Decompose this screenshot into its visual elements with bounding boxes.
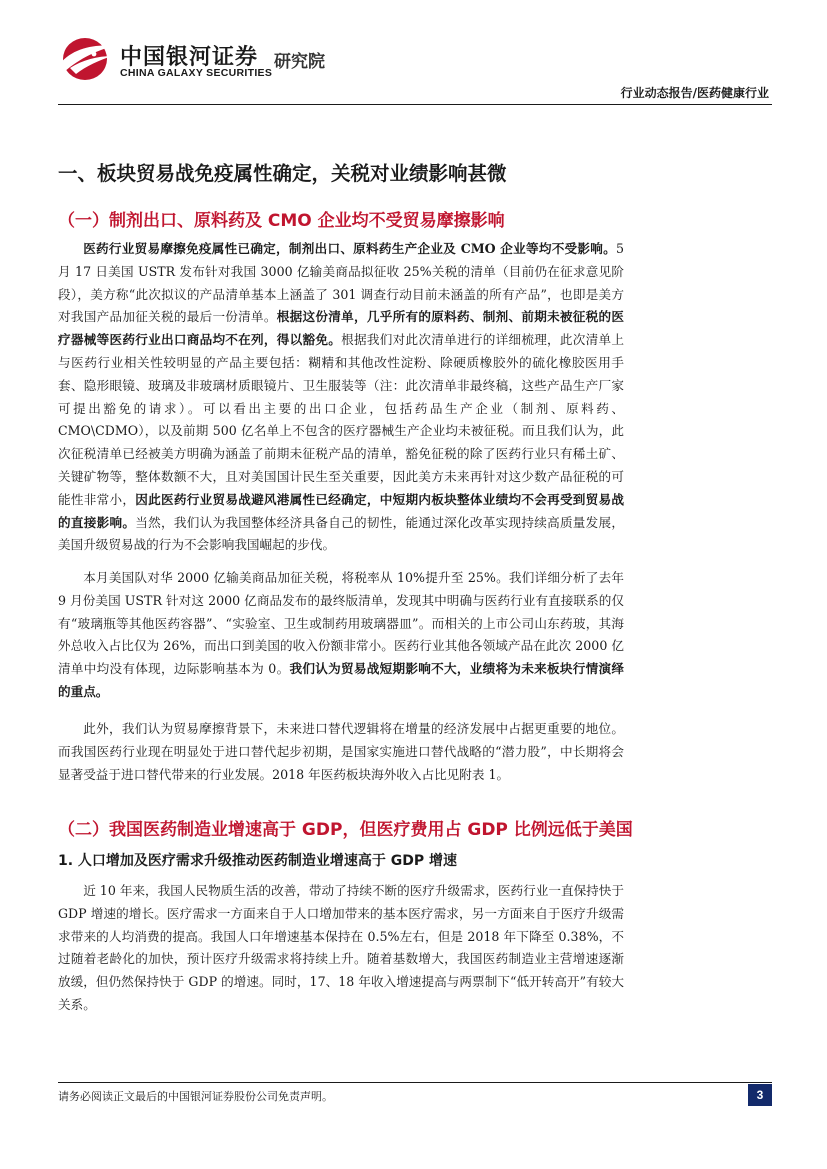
section-title: 一、板块贸易战免疫属性确定，关税对业绩影响甚微 xyxy=(58,162,507,185)
paragraph-1 xyxy=(58,238,624,557)
subsection-title-2: （二）我国医药制造业增速高于 GDP，但医疗费用占 GDP 比例远低于美国 xyxy=(58,820,633,840)
section1.sub1.p1-run: 根据我们对此次清单进行的详细梳理，此次清单上与医药行业相关性较明显的产品主要包括：糊精和其他改性淀粉、除硬质橡胶外的硫化橡胶医用手套、隐形眼镜、玻璃及非玻璃材质眼镜片、卫生服装等（注：此次清单非最终稿，这些产品生产厂家可提出豁免的请求）。可以看出主要的出口企业，包括药品生产企业（制剂、原料药、CMO\CDMO），以及前期 500 亿名单上不包含的医疗器械生产企业均未被征税。而且我们认为，此次征税清单已经被美方明确为涵盖了前期未征税产品的清单，豁免征税的除了医药行业只有稀土矿、关键矿物等，整体数额不大，且对美国国计民生至关重要，因此美方未来再针对这少数产品征税的可能性非常小， xyxy=(58,332,625,507)
subsection-title-1: （一）制剂出口、原料药及 CMO 企业均不受贸易摩擦影响 xyxy=(58,211,505,231)
section1.sub1.p1-run: 医药行业贸易摩擦免疫属性已确定，制剂出口、原料药生产企业及 CMO 企业等均不受影响。 xyxy=(83,241,616,256)
section1.sub1.p1-run: 根据这份清单，几乎所有的原料药、制剂、前期未被征税的医疗器械等医药行业出口商品均不在列，得以豁免。 xyxy=(58,309,625,348)
company-logo xyxy=(58,34,358,84)
section1.sub1.p1-run: 当然，我们认为我国整体经济具备自己的韧性，能通过深化改革实现持续高质量发展，美国升级贸易战的行为不会影响我国崛起的步伐。 xyxy=(58,514,625,553)
section1.sub1.p2-run: 本月美国队对华 2000 亿输美商品加征关税，将税率从 10%提升至 25%。我们详细分析了去年 9 月份美国 USTR 针对这 2000 亿商品发布的最终版清单，发现其中明确与医药行业有直接联系的仅有“玻璃瓶等其他医药容器”、“实验室、卫生或制药用玻璃器皿”。而相关的上市公司山东药玻，其海外总收入占比仅为 26%，而出口到美国的收入份额非常小。医药行业其他各领域产品在此次 2000 亿清单中均没有体现，边际影响基本为 0。 xyxy=(58,570,624,677)
footer-divider xyxy=(58,1082,772,1083)
galaxy-logo-icon xyxy=(58,34,116,84)
sub-heading: 1. 人口增加及医疗需求升级推动医药制造业增速高于 GDP 增速 xyxy=(58,853,458,869)
section1.sub1.p1-run: 5 月 17 日美国 USTR 发布针对我国 3000 亿输美商品拟征收 25%关税的清单（目前仍在征求意见阶段），美方称“此次拟议的产品清单基本上涵盖了 301 调查行动目前未涵盖的所有产品”，也即是美方对我国产品加征关税的最后一份清单。 xyxy=(58,241,624,325)
section1.sub1.p1-run: 因此医药行业贸易战避风港属性已经确定，中短期内板块整体业绩均不会再受到贸易战的直接影响。 xyxy=(58,491,625,530)
logo-chinese-name: 中国银河证券 xyxy=(120,45,259,70)
section1.sub1.p3-run: 此外，我们认为贸易摩擦背景下，未来进口替代逻辑将在增量的经济发展中占据更重要的地位。而我国医药行业现在明显处于进口替代起步初期，是国家实施进口替代战略的“潜力股”，中长期将会显著受益于进口替代带来的行业发展。2018 年医药板块海外收入占比见附表 1。 xyxy=(58,721,624,782)
logo-english-name: CHINA GALAXY SECURITIES xyxy=(120,67,273,79)
paragraph-3 xyxy=(58,718,624,786)
page-number: 3 xyxy=(748,1084,772,1106)
paragraph-4 xyxy=(58,880,624,1017)
section1.sub2.p1-run: 近 10 年来，我国人民物质生活的改善，带动了持续不断的医疗升级需求，医药行业一直保持快于 GDP 增速的增长。医疗需求一方面来自于人口增加带来的基本医疗需求，另一方面来自于医疗升级需求带来的人均消费的提高。我国人口年增速基本保持在 0.5%左右，但是 2018 年下降至 0.38%，不过随着老龄化的加快，预计医疗升级需求将持续上升。随着基数增大，我国医药制造业主营增速逐渐放缓，但仍然保持快于 GDP 的增速。同时，17、18 年收入增速提高与两票制下“低开转高开”有较大关系。 xyxy=(58,883,624,1012)
institute-label: 研究院 xyxy=(274,52,325,72)
paragraph-2 xyxy=(58,567,624,704)
disclaimer-notice: 请务必阅读正文最后的中国银河证券股份公司免责声明。 xyxy=(58,1090,333,1103)
header-divider xyxy=(58,104,772,105)
report-type: 行业动态报告/医药健康行业 xyxy=(620,86,769,100)
section1.sub1.p2-run: 我们认为贸易战短期影响不大，业绩将为未来板块行情演绎的重点。 xyxy=(58,661,624,699)
